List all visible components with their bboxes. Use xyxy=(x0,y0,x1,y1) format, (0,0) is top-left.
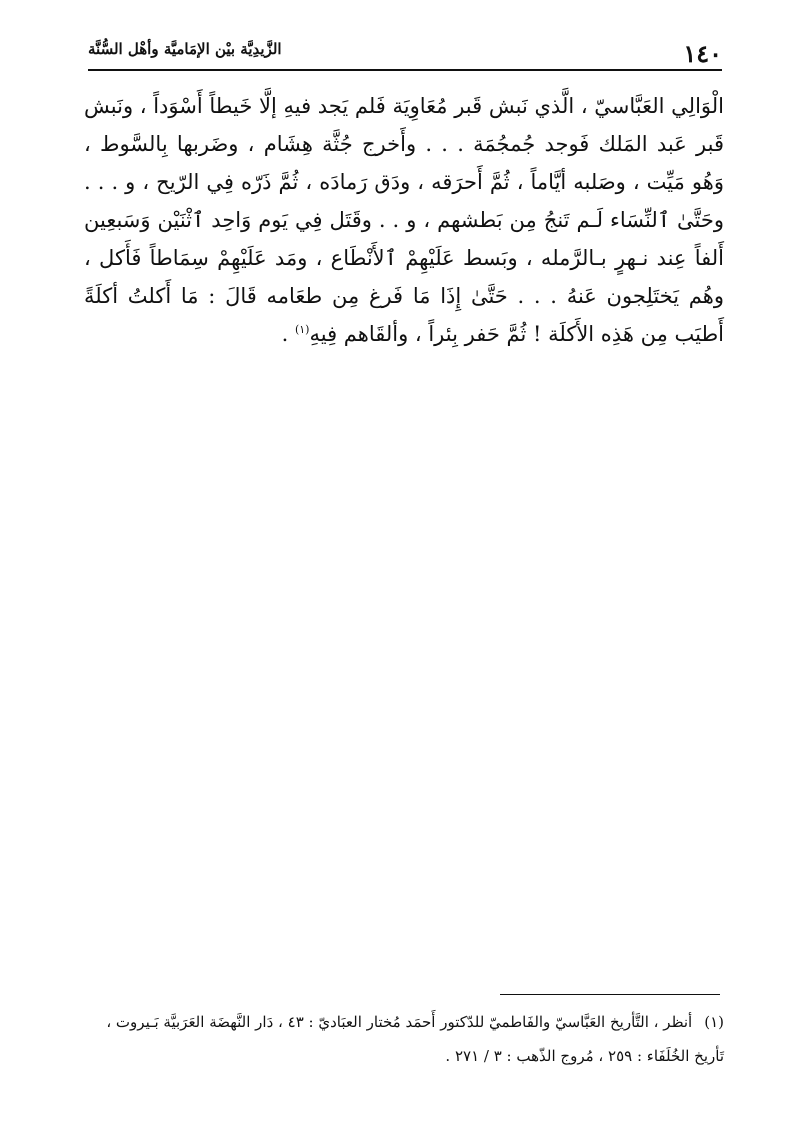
page-number: ١٤٠ xyxy=(683,39,722,68)
main-paragraph xyxy=(84,87,724,353)
running-title: الزَّيدِيَّة بيْن الإمَاميَّة وأهْل السُّنَّة xyxy=(88,40,282,58)
footnote xyxy=(84,1005,724,1073)
page-header xyxy=(88,30,722,70)
footnote-divider xyxy=(500,994,720,995)
footnote-reference[interactable]: (١) xyxy=(294,323,310,336)
paragraph-ending: . xyxy=(281,322,295,346)
header-rule xyxy=(88,69,722,71)
footnote-marker: (١) xyxy=(704,1013,724,1031)
paragraph-text: الْوَالِي العَبَّاسيّ ، الَّذي نَبش قَبر مُعَاوِيَة فَلم يَجد فيهِ إلَّا خَيطاً أَسْوَداً ، ونَبش قَبر عَبد المَلك فَوجد جُمجُمَة . . . وأَخرج جُثَّة هِشَام ، وضَربها بِالسَّوط ، وَهُو مَيِّت ، وصَلبه أيَّاماً ، ثُمَّ أَحرَقه ، ودَق رَمادَه ، ثُمَّ ذَرّه فِي الرّيح ، و . . . وحَتَّىٰ ٱلنِّسَاء لَـم تَنجُ مِن بَطشهم ، و . . وقَتَل فِي يَوم وَاحِد ٱثْنَيْن وَسَبعِين أَلفاً عِند نـهرٍ بـالرَّمله ، وبَسط عَلَيْهِمْ ٱلأَنْطَاع ، ومَد عَلَيْهِمْ سِمَاطاً فَأَكل ، وهُم يَختَلِجون عَنهُ . . . حَتَّىٰ إِذَا مَا فَرغ مِن طعَامه قَالَ : مَا أَكلتُ أكلَةً أَطيَب مِن هَذِه الأَكلَة ! ثُمَّ حَفر بِئراً ، وألقَاهم فِيهِ xyxy=(84,94,724,346)
footnote-text: أنظر ، التَّأريخ العَبَّاسيّ والفَاطميّ للدّكتور أَحمَد مُختار العبَاديّ : ٤٣ ، دَار النَّهضَة العَرَبيَّة بَـيروت ، تَأريخ الخُلَفَاء : ٢٥٩ ، مُروج الذّهب : ٣ / ٢٧١ . xyxy=(106,1013,724,1065)
